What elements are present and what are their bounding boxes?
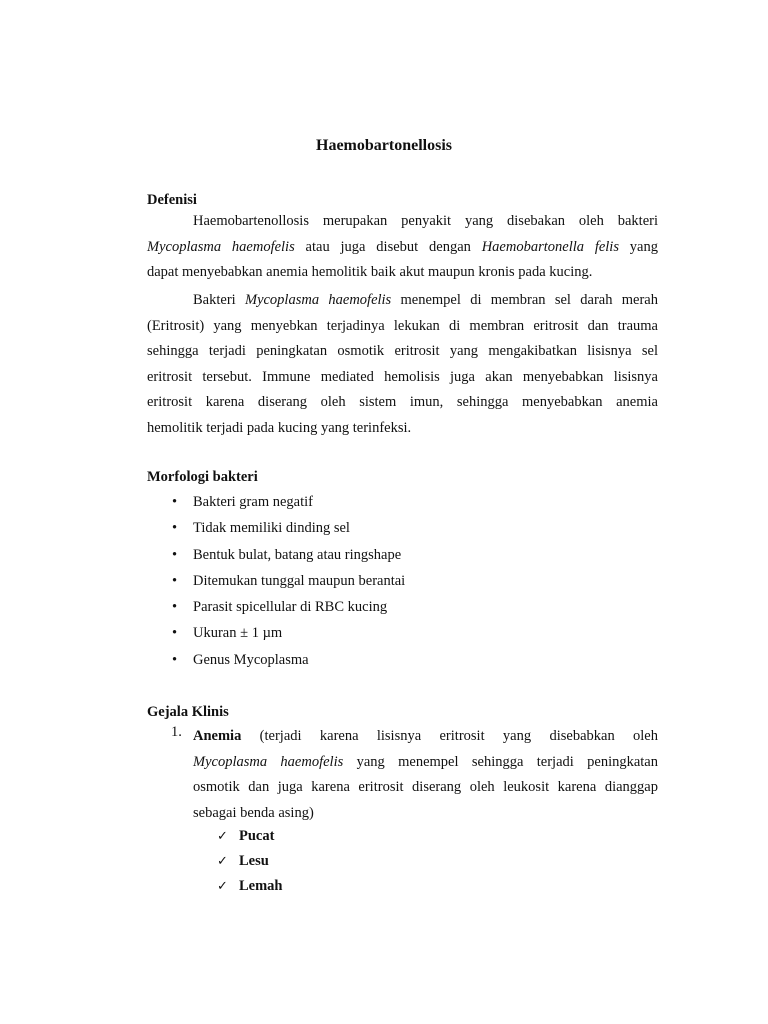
text-line xyxy=(147,365,658,391)
list-item xyxy=(147,620,405,646)
text-segment: (terjadi karena lisisnya eritrosit yang disebabkan oleh xyxy=(241,728,658,744)
text-line xyxy=(193,724,658,750)
checklist-item-text: Lemah xyxy=(239,878,283,894)
text-segment: eritrosit karena diserang oleh sistem imun, sehingga menyebabkan anemia xyxy=(147,394,658,410)
italic-text: Mycoplasma haemofelis xyxy=(193,753,344,770)
paragraph-defenisi-1 xyxy=(147,209,658,286)
bullet-icon: • xyxy=(172,494,178,510)
text-segment: eritrosit tersebut. Immune mediated hemolisis juga akan menyebabkan lisisnya xyxy=(147,368,658,385)
checkmark-icon: ✓ xyxy=(217,829,228,844)
text-line xyxy=(147,260,658,286)
text-segment: Bakteri xyxy=(193,292,245,308)
text-line xyxy=(147,416,658,442)
text-line xyxy=(147,390,658,416)
bullet-icon: • xyxy=(172,651,178,668)
bullet-icon: • xyxy=(172,625,178,642)
text-line xyxy=(193,750,658,776)
list-item-text: Parasit spicellular di RBC kucing xyxy=(193,599,388,616)
checkmark-icon: ✓ xyxy=(217,854,228,869)
list-item xyxy=(147,489,405,515)
list-item-text: Ditemukan tunggal maupun berantai xyxy=(193,572,406,589)
bullet-icon: • xyxy=(172,546,178,563)
list-item xyxy=(147,542,405,568)
bold-text: Anemia xyxy=(193,728,242,744)
text-line xyxy=(193,801,658,827)
document-title: Haemobartonellosis xyxy=(316,137,452,154)
text-line xyxy=(193,775,658,801)
text-line xyxy=(147,288,658,314)
checklist-item-text: Pucat xyxy=(239,828,275,844)
list-item xyxy=(147,647,405,673)
italic-text: Mycoplasma haemofelis xyxy=(244,292,392,308)
checklist-item xyxy=(217,874,283,899)
text-segment: Haemobartenollosis merupakan penyakit yang disebakan oleh bakteri xyxy=(193,213,658,229)
text-line xyxy=(147,235,658,261)
text-segment: (Eritrosit) yang menyebkan terjadinya lekukan di membran eritrosit dan trauma xyxy=(147,317,658,334)
checkmark-icon: ✓ xyxy=(217,879,228,894)
list-item xyxy=(147,515,405,541)
bullet-icon: • xyxy=(172,572,178,589)
text-segment: yang xyxy=(618,238,658,255)
list-number: 1. xyxy=(171,724,182,740)
morfologi-list xyxy=(147,489,405,673)
text-segment: menempel di membran sel darah merah xyxy=(391,292,658,308)
list-item-text: Genus Mycoplasma xyxy=(193,651,309,668)
text-line xyxy=(147,209,658,235)
checklist-item-text: Lesu xyxy=(239,853,269,869)
section-heading-defenisi: Defenisi xyxy=(147,192,197,208)
list-item xyxy=(147,594,405,620)
list-item xyxy=(147,568,405,594)
checklist-item xyxy=(217,824,283,849)
text-line xyxy=(147,339,658,365)
text-segment: yang menempel sehingga terjadi peningkatan xyxy=(343,753,658,770)
bullet-icon: • xyxy=(172,599,178,616)
bullet-icon: • xyxy=(172,520,178,537)
section-heading-gejala: Gejala Klinis xyxy=(147,704,229,720)
gejala-checklist xyxy=(217,824,283,899)
text-line xyxy=(147,314,658,340)
text-segment: sehingga terjadi peningkatan osmotik eritrosit yang mengakibatkan lisisnya sel xyxy=(147,343,658,359)
gejala-item-text xyxy=(193,724,658,826)
checklist-item xyxy=(217,849,283,874)
list-item-text: Ukuran ± 1 µm xyxy=(193,625,283,642)
text-segment: dapat menyebabkan anemia hemolitik baik akut maupun kronis pada kucing. xyxy=(147,264,593,280)
list-item-text: Tidak memiliki dinding sel xyxy=(193,520,350,537)
list-item-text: Bentuk bulat, batang atau ringshape xyxy=(193,546,402,563)
paragraph-defenisi-2 xyxy=(147,288,658,441)
text-segment: sebagai benda asing) xyxy=(193,804,314,821)
section-heading-morfologi: Morfologi bakteri xyxy=(147,469,258,485)
text-segment: hemolitik terjadi pada kucing yang terinfeksi. xyxy=(147,419,412,436)
list-item-text: Bakteri gram negatif xyxy=(193,494,313,510)
text-segment: osmotik dan juga karena eritrosit diserang oleh leukosit karena dianggap xyxy=(193,779,658,795)
italic-text: Haemobartonella felis xyxy=(481,238,619,255)
italic-text: Mycoplasma haemofelis xyxy=(147,238,295,255)
text-segment: atau juga disebut dengan xyxy=(294,238,482,255)
